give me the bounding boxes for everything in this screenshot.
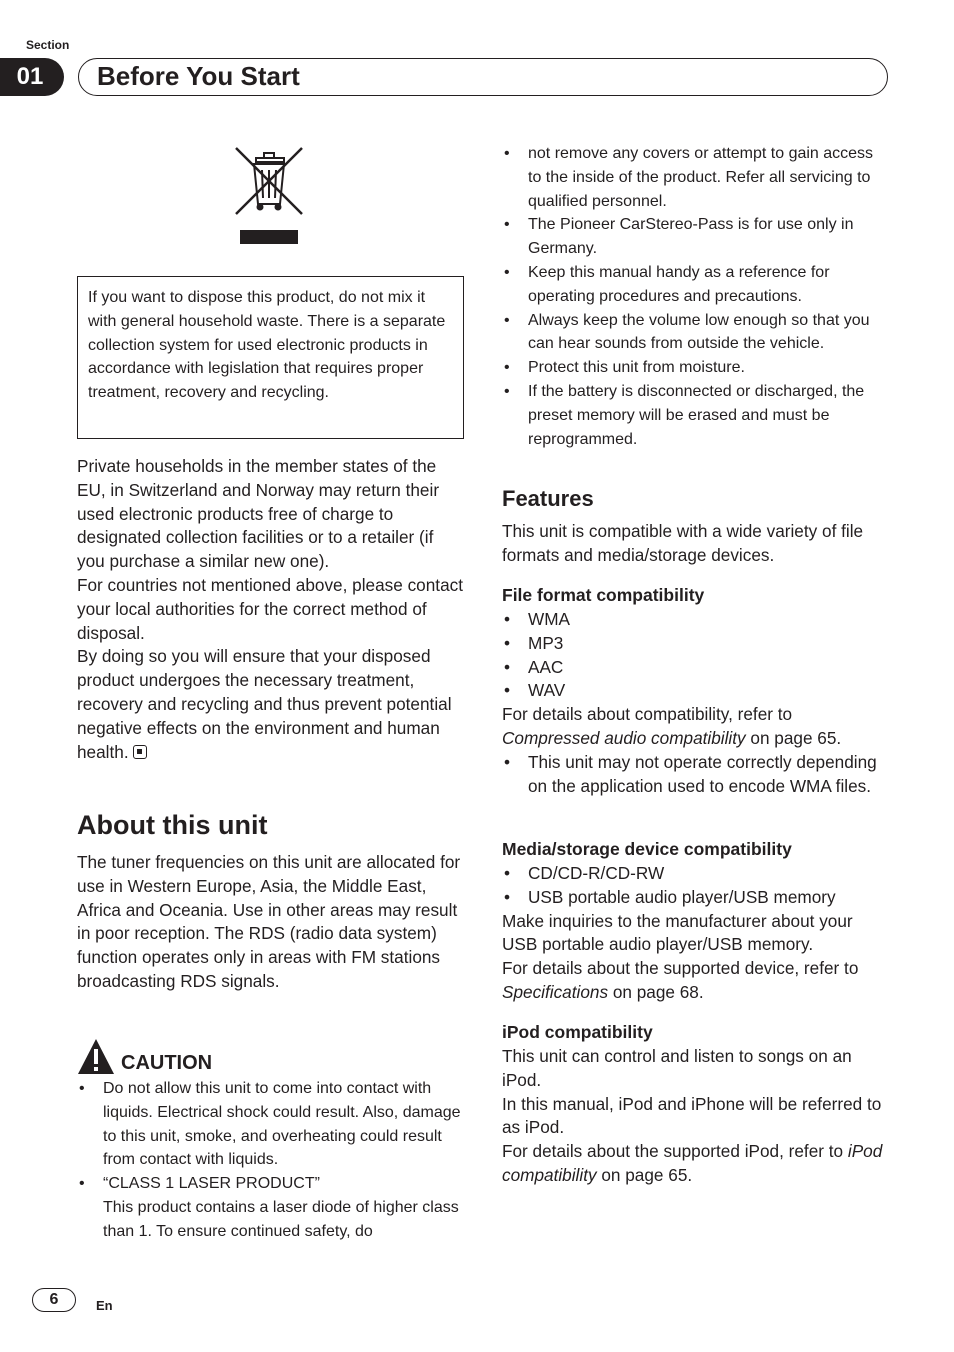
format-list — [502, 608, 890, 703]
media-block — [502, 862, 890, 1005]
laser-text: This product contains a laser diode of higher class than 1. To ensure continued safety, do — [103, 1198, 459, 1240]
compat-reference: For details about compatibility, refer to Compressed audio compatibility on page 65. — [502, 704, 842, 748]
ipod-text-1: This unit can control and listen to songs on an iPod. — [502, 1046, 852, 1090]
precaution-item: • Protect this unit from moisture. — [502, 356, 890, 380]
features-heading: Features — [502, 486, 594, 511]
caution-item: • “CLASS 1 LASER PRODUCT” This product contains a laser diode of higher class than 1. To ensure continued safety, do — [77, 1172, 467, 1243]
other-countries-text: For countries not mentioned above, please contact your local authorities for the correct method of disposal. — [77, 574, 463, 643]
wma-note: • This unit may not operate correctly depending on the application used to encode WMA files. — [502, 751, 890, 799]
section-label: Section — [26, 38, 70, 52]
precaution-item: • The Pioneer CarStereo-Pass is for use only in Germany. — [502, 213, 890, 261]
ipod-text-2: In this manual, iPod and iPhone will be referred to as iPod. — [502, 1093, 882, 1138]
end-mark-icon — [133, 745, 147, 759]
media-list — [502, 862, 890, 910]
by-doing-so-text: By doing so you will ensure that your disposed product undergoes the necessary treatment, recovery and recycling and thus prevent potential negative effects on the environment and human health. — [77, 646, 452, 762]
disposal-notice-text: If you want to dispose this product, do not mix it with general household waste. There is a separate collection system for used electronic products in accordance with legislation that requires proper treatment, recovery and recycling. — [88, 289, 446, 402]
about-heading: About this unit — [77, 810, 268, 840]
file-format-heading: File format compatibility — [502, 585, 705, 605]
format-item: • MP3 — [502, 632, 890, 656]
precautions-list — [502, 142, 890, 451]
wma-note-list — [502, 751, 890, 799]
about-text: The tuner frequencies on this unit are allocated for use in Western Europe, Asia, the Middle East, Africa and Oceania. Use in other areas may result in poor reception. The RDS (radio data system) function operates only in areas with FM stations broadcasting RDS signals. — [77, 852, 461, 991]
ipod-reference: For details about the supported iPod, refer to iPod compatibility on page 65. — [502, 1141, 883, 1185]
precaution-item: • Keep this manual handy as a reference for operating procedures and precautions. — [502, 261, 890, 309]
caution-section — [77, 1036, 467, 1244]
precaution-continued: • not remove any covers or attempt to gain access to the inside of the product. Refer all servicing to qualified personnel. — [502, 142, 890, 213]
media-item: • CD/CD-R/CD-RW — [502, 862, 890, 886]
language-label: En — [96, 1298, 113, 1313]
format-item: • AAC — [502, 656, 890, 680]
media-item: • USB portable audio player/USB memory — [502, 886, 890, 910]
private-households-text: Private households in the member states of the EU, in Switzerland and Norway may return their used electronic products free of charge to designated collection facilities or to a retailer (if you purchase a similar new one). — [77, 456, 440, 572]
disposal-paragraphs — [77, 455, 463, 764]
warning-triangle-icon — [77, 1038, 115, 1076]
section-number-badge: 01 — [0, 58, 64, 96]
media-heading: Media/storage device compatibility — [502, 839, 792, 859]
ipod-block — [502, 1045, 890, 1188]
spec-link[interactable]: Specifications — [502, 981, 609, 1002]
right-column — [502, 142, 890, 451]
spec-reference: For details about the supported device, refer to Specifications on page 68. — [502, 958, 859, 1002]
features-text: This unit is compatible with a wide variety of file formats and media/storage devices. — [502, 521, 864, 565]
inquiries-text: Make inquiries to the manufacturer about your USB portable audio player/USB memory. — [502, 910, 853, 955]
compat-link[interactable]: Compressed audio compatibility — [502, 727, 746, 748]
format-item: • WAV — [502, 679, 890, 703]
ipod-link[interactable]: iPod compatibility — [502, 1141, 883, 1185]
caution-list — [77, 1077, 467, 1244]
section-title: Before You Start — [78, 58, 888, 96]
ipod-heading: iPod compatibility — [502, 1022, 653, 1042]
page-number: 6 — [32, 1288, 76, 1312]
caution-item: • Do not allow this unit to come into contact with liquids. Electrical shock could result. Also, damage to this unit, smoke, and overheating could result from contact with liquids. — [77, 1077, 467, 1172]
precaution-item: • If the battery is disconnected or discharged, the preset memory will be erased and must be reprogrammed. — [502, 380, 890, 451]
weee-crossed-bin-icon — [234, 146, 304, 246]
caution-header — [77, 1036, 467, 1076]
format-item: • WMA — [502, 608, 890, 632]
precaution-item: • Always keep the volume low enough so that you can hear sounds from outside the vehicle. — [502, 309, 890, 357]
disposal-notice-box — [77, 276, 464, 439]
caution-title: CAUTION — [121, 1052, 213, 1074]
file-format-block — [502, 608, 890, 798]
